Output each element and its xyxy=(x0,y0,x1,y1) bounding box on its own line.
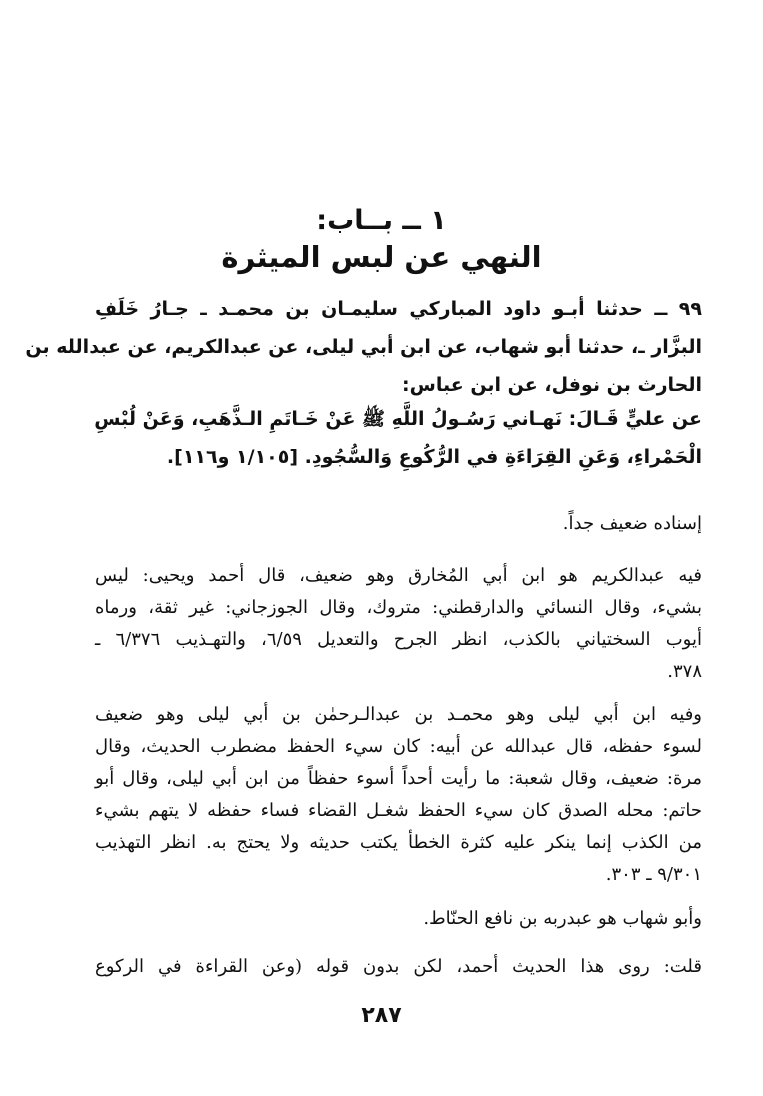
paragraph-line: أيوب السختياني بالكذب، انظر الجرح والتعديل ٦/٥٩، والتهـذيب ٦/٣٧٦ ـ xyxy=(95,629,702,650)
paragraph-line: بشيء، وقال النسائي والدارقطني: متروك، وقال الجوزجاني: غير ثقة، ورماه xyxy=(95,597,702,618)
commentary-paragraph xyxy=(95,951,702,983)
chapter-title: النهي عن لبس الميثرة xyxy=(221,240,542,274)
hadith-isnad xyxy=(25,290,702,404)
paragraph-line: لسوء حفظه، قال عبدالله عن أبيه: كان سيء الحفظ مضطرب الحديث، وقال xyxy=(95,736,702,757)
hadith-line: البزَّار ـ، حدثنا أبو شهاب، عن ابن أبي ليلى، عن عبدالكريم، عن عبدالله بن xyxy=(25,336,702,358)
commentary-paragraph xyxy=(95,903,702,935)
page-number: ٢٨٧ xyxy=(361,1003,402,1028)
isnad-grade xyxy=(95,508,702,540)
hadith-line: ٩٩ ــ حدثنا أبـو داود المباركي سليمـان بن محمـد ـ جـارُ خَلَفِ xyxy=(95,298,702,320)
hadith-matn xyxy=(95,400,702,476)
paragraph-line: ٣٧٨. xyxy=(667,661,702,682)
chapter-heading: ١ ــ بــاب: xyxy=(316,205,447,236)
paragraph-line: ٩/٣٠١ ـ ٣٠٣. xyxy=(605,864,702,885)
matn-line: الْحَمْراءِ، وَعَنِ القِرَاءَةِ في الرُّكُوعِ وَالسُّجُودِ. [١/١٠٥ و١١٦]. xyxy=(166,446,702,468)
paragraph-line: حاتم: محله الصدق كان سيء الحفظ شغـل القضاء فساء حفظه لا يتهم بشيء xyxy=(95,800,702,821)
paragraph-line: من الكذب إنما ينكر عليه كثرة الخطأ يكتب حديثه ولا يحتج به. انظر التهذيب xyxy=(95,832,702,853)
paragraph-line: وأبو شهاب هو عبدربه بن نافع الحنّاط. xyxy=(423,908,702,929)
isnad-grade-text: إسناده ضعيف جداً. xyxy=(562,513,702,534)
paragraph-line: فيه عبدالكريم هو ابن أبي المُخارق وهو ضعيف، قال أحمد ويحيى: ليس xyxy=(95,565,703,586)
paragraph-line: قلت: روى هذا الحديث أحمد، لكن بدون قوله (وعن القراءة في الركوع xyxy=(95,956,702,977)
hadith-line: الحارث بن نوفل، عن ابن عباس: xyxy=(402,374,702,396)
paragraph-line: وفيه ابن أبي ليلى وهو محمـد بن عبدالـرحمٰن بن أبي ليلى وهو ضعيف xyxy=(95,704,702,725)
paragraph-line: مرة: ضعيف، وقال شعبة: ما رأيت أحداً أسوء حفظاً من ابن أبي ليلى، وقال أبو xyxy=(95,768,702,789)
commentary-paragraph xyxy=(95,560,702,688)
commentary-paragraph xyxy=(95,699,702,891)
matn-line: عن عليٍّ قَـالَ: نَهـاني رَسُـولُ اللَّهِ ﷺ عَنْ خَـاتَمِ الـذَّهَبِ، وَعَنْ لُبْسِ xyxy=(94,408,702,430)
